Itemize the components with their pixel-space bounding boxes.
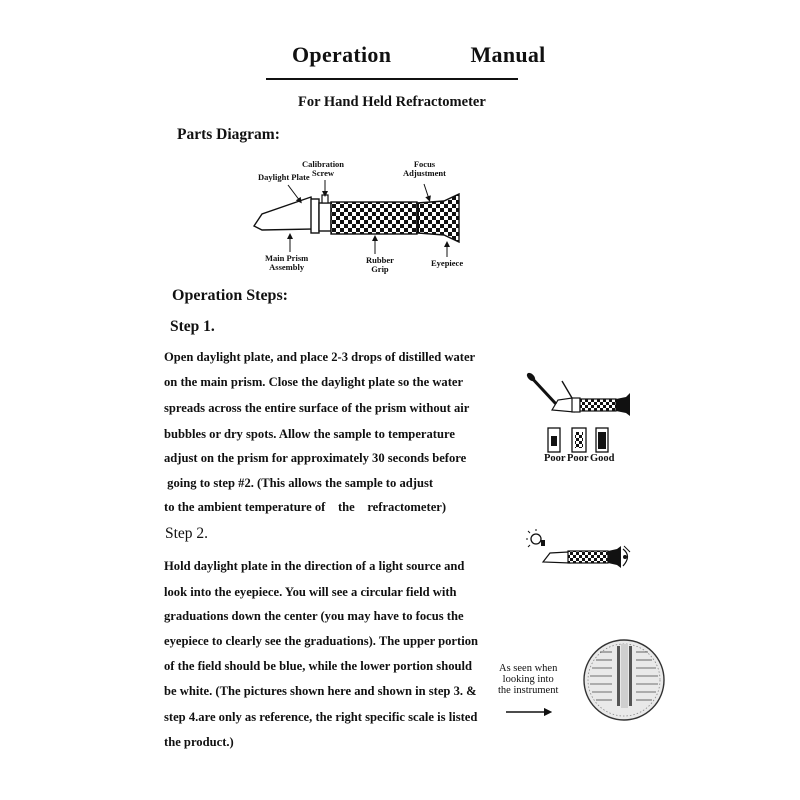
parts-diagram-heading: Parts Diagram:	[177, 126, 280, 143]
step1-heading: Step 1.	[170, 318, 215, 335]
step2-line: of the field should be blue, while the lower portion should	[164, 659, 473, 673]
rubber-grip-shape	[331, 202, 417, 234]
operation-steps-heading: Operation Steps:	[172, 287, 288, 304]
label-calibration-screw: Calibration Screw	[302, 159, 345, 178]
step2-line: look into the eyepiece. You will see a circular field with	[164, 585, 457, 599]
step2-line: graduations down the center (you may have to focus the	[164, 609, 464, 623]
refractometer-diagram	[254, 180, 459, 257]
step2-line: eyepiece to clearly see the graduations). The upper portion	[164, 634, 478, 648]
step1-dropper-figure	[525, 371, 630, 416]
daylight-plate-shape	[254, 197, 316, 230]
step1-line: adjust on the prism for approximately 30 seconds before	[164, 451, 467, 465]
caption-poor-1: Poor	[544, 453, 566, 464]
eyepiece-field-view	[584, 640, 664, 720]
step2-line: Hold daylight plate in the direction of a light source and	[164, 559, 465, 573]
calibration-screw-shape	[322, 195, 328, 203]
label-focus-adjustment: Focus Adjustment	[403, 159, 446, 178]
view-note: As seen when looking into the instrument	[498, 663, 559, 696]
step2-line: be white. (The pictures shown here and shown in step 3. &	[164, 684, 477, 698]
step1-line: to the ambient temperature of the refractometer)	[164, 500, 447, 514]
caption-poor-2: Poor	[567, 453, 589, 464]
step1-line: on the main prism. Close the daylight plate so the water	[164, 375, 464, 389]
step1-line: spreads across the entire surface of the prism without air	[164, 401, 470, 415]
step2-line: step 4.are only as reference, the right specific scale is listed	[164, 710, 478, 724]
prism-collar	[319, 203, 331, 231]
prism-sample-icons	[548, 428, 608, 452]
step2-heading: Step 2.	[165, 525, 209, 542]
eyepiece-shape	[417, 194, 459, 242]
page-subtitle: For Hand Held Refractometer	[298, 94, 486, 110]
step1-line: going to step #2. (This allows the sample to adjust	[164, 476, 434, 490]
label-rubber-grip: Rubber Grip	[366, 255, 394, 274]
step2-line: the product.)	[164, 735, 234, 749]
page-title: Operation Manual	[292, 42, 546, 67]
label-eyepiece: Eyepiece	[431, 258, 464, 268]
prism-housing	[311, 199, 319, 233]
label-daylight-plate: Daylight Plate	[258, 172, 310, 182]
label-main-prism: Main Prism Assembly	[265, 253, 309, 272]
step1-line: bubbles or dry spots. Allow the sample to temperature	[164, 427, 455, 441]
step1-line: Open daylight plate, and place 2-3 drops of distilled water	[164, 350, 476, 364]
step2-light-figure	[526, 529, 630, 568]
caption-good: Good	[590, 453, 615, 464]
